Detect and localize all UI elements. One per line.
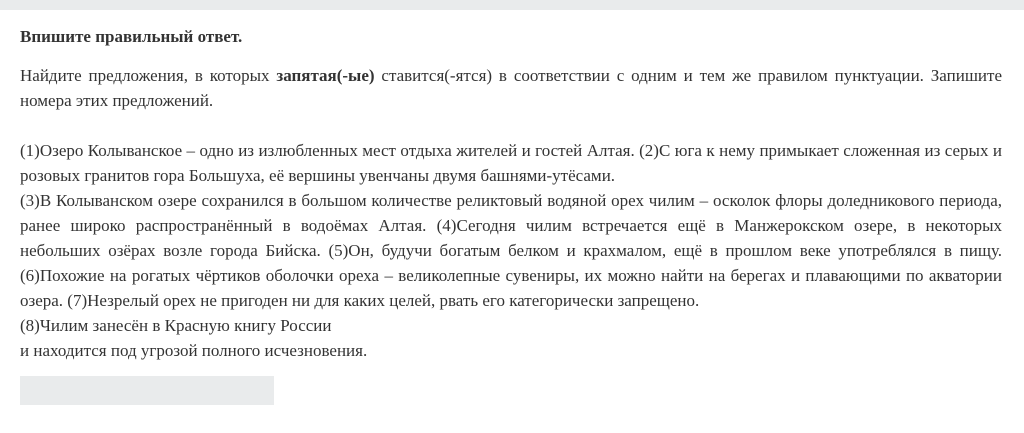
text-paragraph-2: (3)В Колыванском озере сохранился в большом количестве реликтовый водяной орех чилим – осколок флоры доледникового периода, ранее широко распространённый в водоёмах Алтая. (4)Сегодня чилим встречается ещё в Манжерокском озере, в некоторых небольших озёрах возле города Бийска. (5)Он, будучи богатым белком и крахмалом, ещё в прошлом веке употреблялся в пищу. (6)Похожие на рогатых чёртиков оболочки ореха – великолепные сувениры, их можно найти на берегах и плавающими по акватории озера. (7)Незрелый орех не пригоден ни для каких целей, рвать его категорически запрещено. xyxy=(20,191,1002,310)
source-text xyxy=(20,138,1002,363)
answer-input[interactable] xyxy=(20,376,274,405)
text-paragraph-3: (8)Чилим занесён в Красную книгу России xyxy=(20,316,332,335)
question-instruction: Впишите правильный ответ. xyxy=(20,27,243,46)
task-text-before: Найдите предложения, в которых xyxy=(20,66,277,85)
text-paragraph-4: и находится под угрозой полного исчезновения. xyxy=(20,341,368,360)
top-divider-strip xyxy=(0,0,1024,10)
text-paragraph-1: (1)Озеро Колыванское – одно из излюбленных мест отдыха жителей и гостей Алтая. (2)С юга к нему примыкает сложенная из серых и розовых гранитов гора Большуха, её вершины увенчаны двумя башнями-утёсами. xyxy=(20,141,1002,185)
task-text-after: ставится(-ятся) в соответствии с одним и тем же правилом пунктуации. Запишите номера этих предложений. xyxy=(20,66,1002,110)
task-text-emphasis: запятая(-ые) xyxy=(276,66,375,85)
question-content xyxy=(20,26,1002,363)
question-task xyxy=(20,63,1002,113)
